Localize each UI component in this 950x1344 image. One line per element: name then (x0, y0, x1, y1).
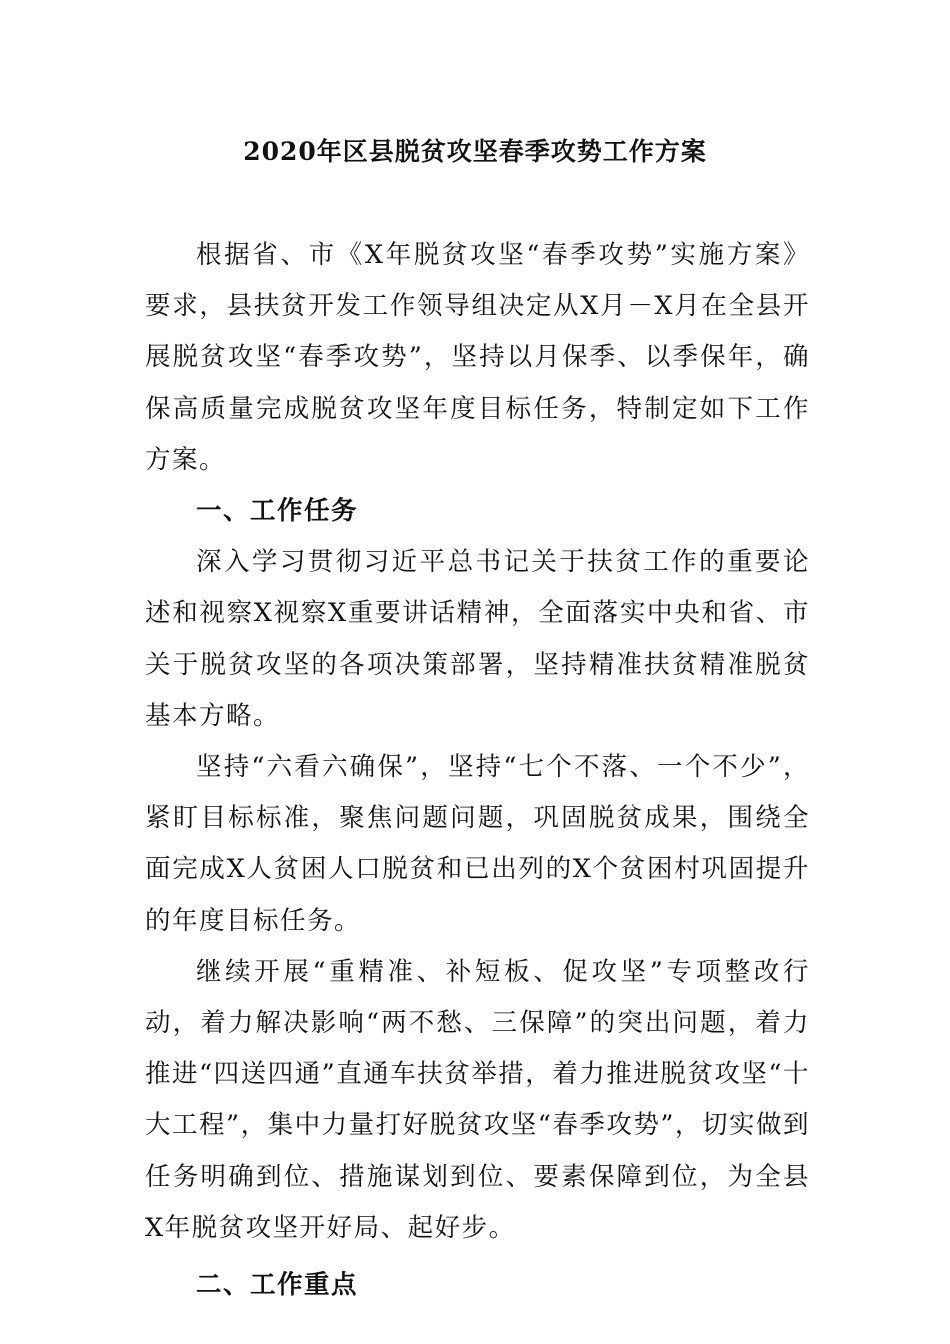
tasks-paragraph-3: 继续开展“重精准、补短板、促攻坚”专项整改行动，着力解决影响“两不愁、三保障”的突出问题，着力推进“四送四通”直通车扶贫举措，着力推进脱贫攻坚“十大工程”，集中力量打好脱贫攻坚“春季攻势”，切实做到任务明确到位、措施谋划到位、要素保障到位，为全县X年脱贫攻坚开好局、起好步。 (145, 956, 810, 1243)
document-body (145, 230, 810, 1311)
tasks-paragraph-2: 坚持“六看六确保”，坚持“七个不落、一个不少”，紧盯目标标准，聚焦问题问题，巩固脱贫成果，围绕全面完成X人贫困人口脱贫和已出列的X个贫困村巩固提升的年度目标任务。 (145, 752, 810, 936)
section-heading-tasks: 一、工作任务 (196, 496, 359, 527)
document-title: 2020年区县脱贫攻坚春季攻势工作方案 (243, 137, 707, 166)
tasks-paragraph-1: 深入学习贯彻习近平总书记关于扶贫工作的重要论述和视察X视察X重要讲话精神，全面落实中央和省、市关于脱贫攻坚的各项决策部署，坚持精准扶贫精准脱贫基本方略。 (145, 547, 810, 731)
intro-paragraph: 根据省、市《X年脱贫攻坚“春季攻势”实施方案》要求，县扶贫开发工作领导组决定从X月－X月在全县开展脱贫攻坚“春季攻势”，坚持以月保季、以季保年，确保高质量完成脱贫攻坚年度目标任务，特制定如下工作方案。 (145, 240, 810, 475)
section-heading-priorities: 二、工作重点 (196, 1270, 359, 1301)
